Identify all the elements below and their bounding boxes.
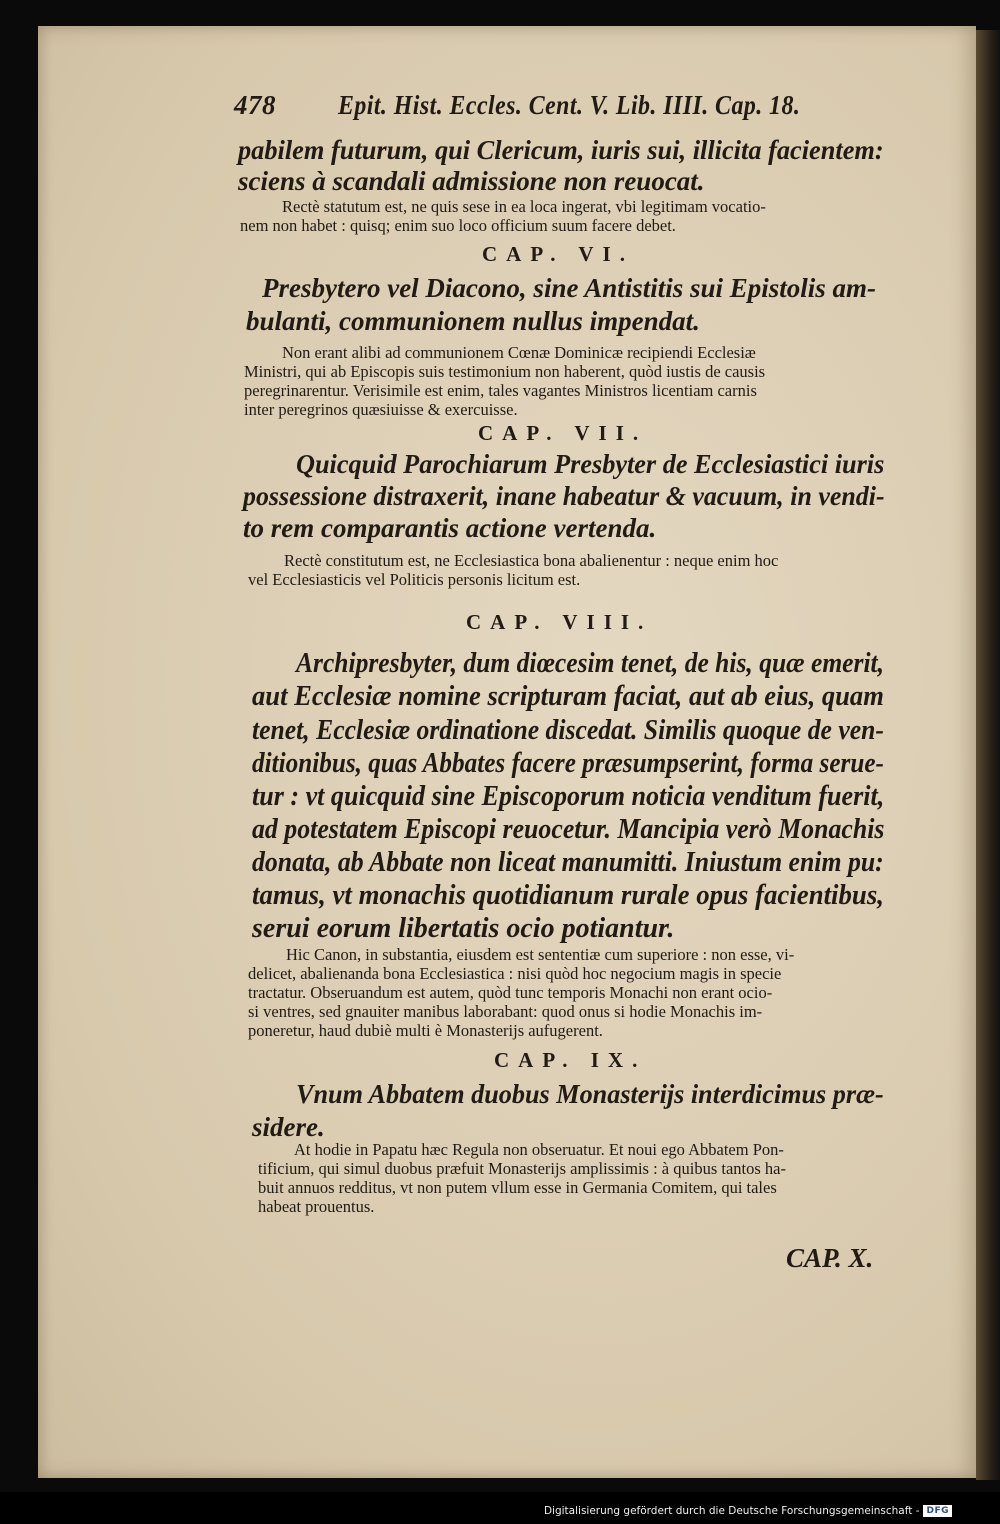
credit-text: Digitalisierung gefördert durch die Deutsche Forschungsgemeinschaft - [543, 1505, 920, 1517]
catchword: CAP. X. [786, 1243, 874, 1273]
cap6-note-line: Non erant alibi ad communionem Cœnæ Dominicæ recipiendi Ecclesiæ [282, 343, 756, 362]
cap6-note-line: Ministri, qui ab Episcopis suis testimonium non haberent, quòd iustis de causis [244, 362, 766, 381]
cap9-note-line: habeat prouentus. [258, 1197, 375, 1216]
intro-note-line: nem non habet : quisq; enim suo loco officium suum facere debet. [240, 216, 676, 235]
running-title: Epit. Hist. Eccles. Cent. V. Lib. IIII. Cap. 18. [338, 90, 801, 120]
cap7-canon-line: possessione distraxerit, inane habeatur & vacuum, in vendi- [243, 481, 885, 511]
cap8-note-line: tractatur. Obseruandum est autem, quòd tunc temporis Monachi non erant ocio- [248, 983, 773, 1002]
cap9-note-line: buit annuos redditus, vt non putem vllum esse in Germania Comitem, qui tales [258, 1178, 777, 1197]
cap9-note-line: tificium, qui simul duobus præfuit Monasterijs amplissimis : à quibus tantos ha- [258, 1159, 786, 1178]
digitization-credit [544, 1502, 952, 1520]
cap8-note-line: delicet, abalienanda bona Ecclesiastica : nisi quòd hoc negocium magis in specie [248, 964, 782, 983]
intro-note-line: Rectè statutum est, ne quis sese in ea loca ingerat, vbi legitimam vocatio- [282, 197, 766, 216]
intro-canon-line: pabilem futurum, qui Clericum, iuris sui, illicita facientem: [238, 135, 884, 165]
cap8-canon-line: tenet, Ecclesiæ ordinatione discedat. Similis quoque de ven- [252, 715, 884, 746]
cap6-heading: CAP. VI. [482, 242, 634, 266]
cap8-canon-line: Archipresbyter, dum diœcesim tenet, de his, quæ emerit, [296, 648, 885, 679]
page-number: 478 [234, 90, 276, 120]
cap8-canon-line: tamus, vt monachis quotidianum rurale opus facientibus, [252, 880, 884, 911]
cap6-canon-line: bulanti, communionem nullus impendat. [246, 306, 700, 336]
dfg-logo: DFG [923, 1505, 952, 1517]
cap8-canon-line: tur : vt quicquid sine Episcoporum noticia venditum fuerit, [252, 781, 885, 812]
cap6-note-line: inter peregrinos quæsiuisse & exercuisse. [244, 400, 518, 419]
cap9-canon-line: Vnum Abbatem duobus Monasterijs interdicimus præ- [296, 1079, 884, 1109]
cap8-note-line: Hic Canon, in substantia, eiusdem est sententiæ cum superiore : non esse, vi- [286, 945, 795, 964]
cap7-note-line: Rectè constitutum est, ne Ecclesiastica bona abalienentur : neque enim hoc [284, 551, 779, 570]
cap9-note-line: At hodie in Papatu hæc Regula non obseruatur. Et noui ego Abbatem Pon- [294, 1140, 784, 1159]
cap8-canon-line: ditionibus, quas Abbates facere præsumpserint, forma serue- [252, 748, 884, 779]
cap6-canon-line: Presbytero vel Diacono, sine Antistitis sui Epistolis am- [262, 273, 877, 303]
cap8-heading: CAP. VIII. [466, 610, 653, 634]
cap7-heading: CAP. VII. [478, 421, 648, 445]
cap8-note-line: si ventres, sed gnauiter manibus laborabant: quod onus si hodie Monachis im- [248, 1002, 763, 1021]
book-edge [976, 30, 1000, 1480]
cap7-canon-line: Quicquid Parochiarum Presbyter de Ecclesiastici iuris [296, 449, 885, 479]
cap9-heading: CAP. IX. [494, 1048, 647, 1072]
cap6-note-line: peregrinarentur. Verisimile est enim, tales vagantes Ministros licentiam carnis [244, 381, 757, 400]
intro-canon-line: sciens à scandali admissione non reuocat. [238, 166, 705, 196]
cap7-note-line: vel Ecclesiasticis vel Politicis personis licitum est. [248, 570, 581, 589]
cap8-canon-line: donata, ab Abbate non liceat manumitti. Iniustum enim pu: [252, 847, 884, 878]
cap8-canon-line: ad potestatem Episcopi reuocetur. Mancipia verò Monachis [252, 814, 885, 845]
cap7-canon-line: to rem comparantis actione vertenda. [243, 513, 657, 543]
cap9-canon-line: sidere. [252, 1112, 325, 1142]
cap8-canon-line: serui eorum libertatis ocio potiantur. [252, 913, 675, 944]
cap8-canon-line: aut Ecclesiæ nomine scripturam faciat, aut ab eius, quam [252, 681, 884, 712]
cap8-note-line: poneretur, haud dubiè multi è Monasterijs aufugerent. [248, 1021, 603, 1040]
